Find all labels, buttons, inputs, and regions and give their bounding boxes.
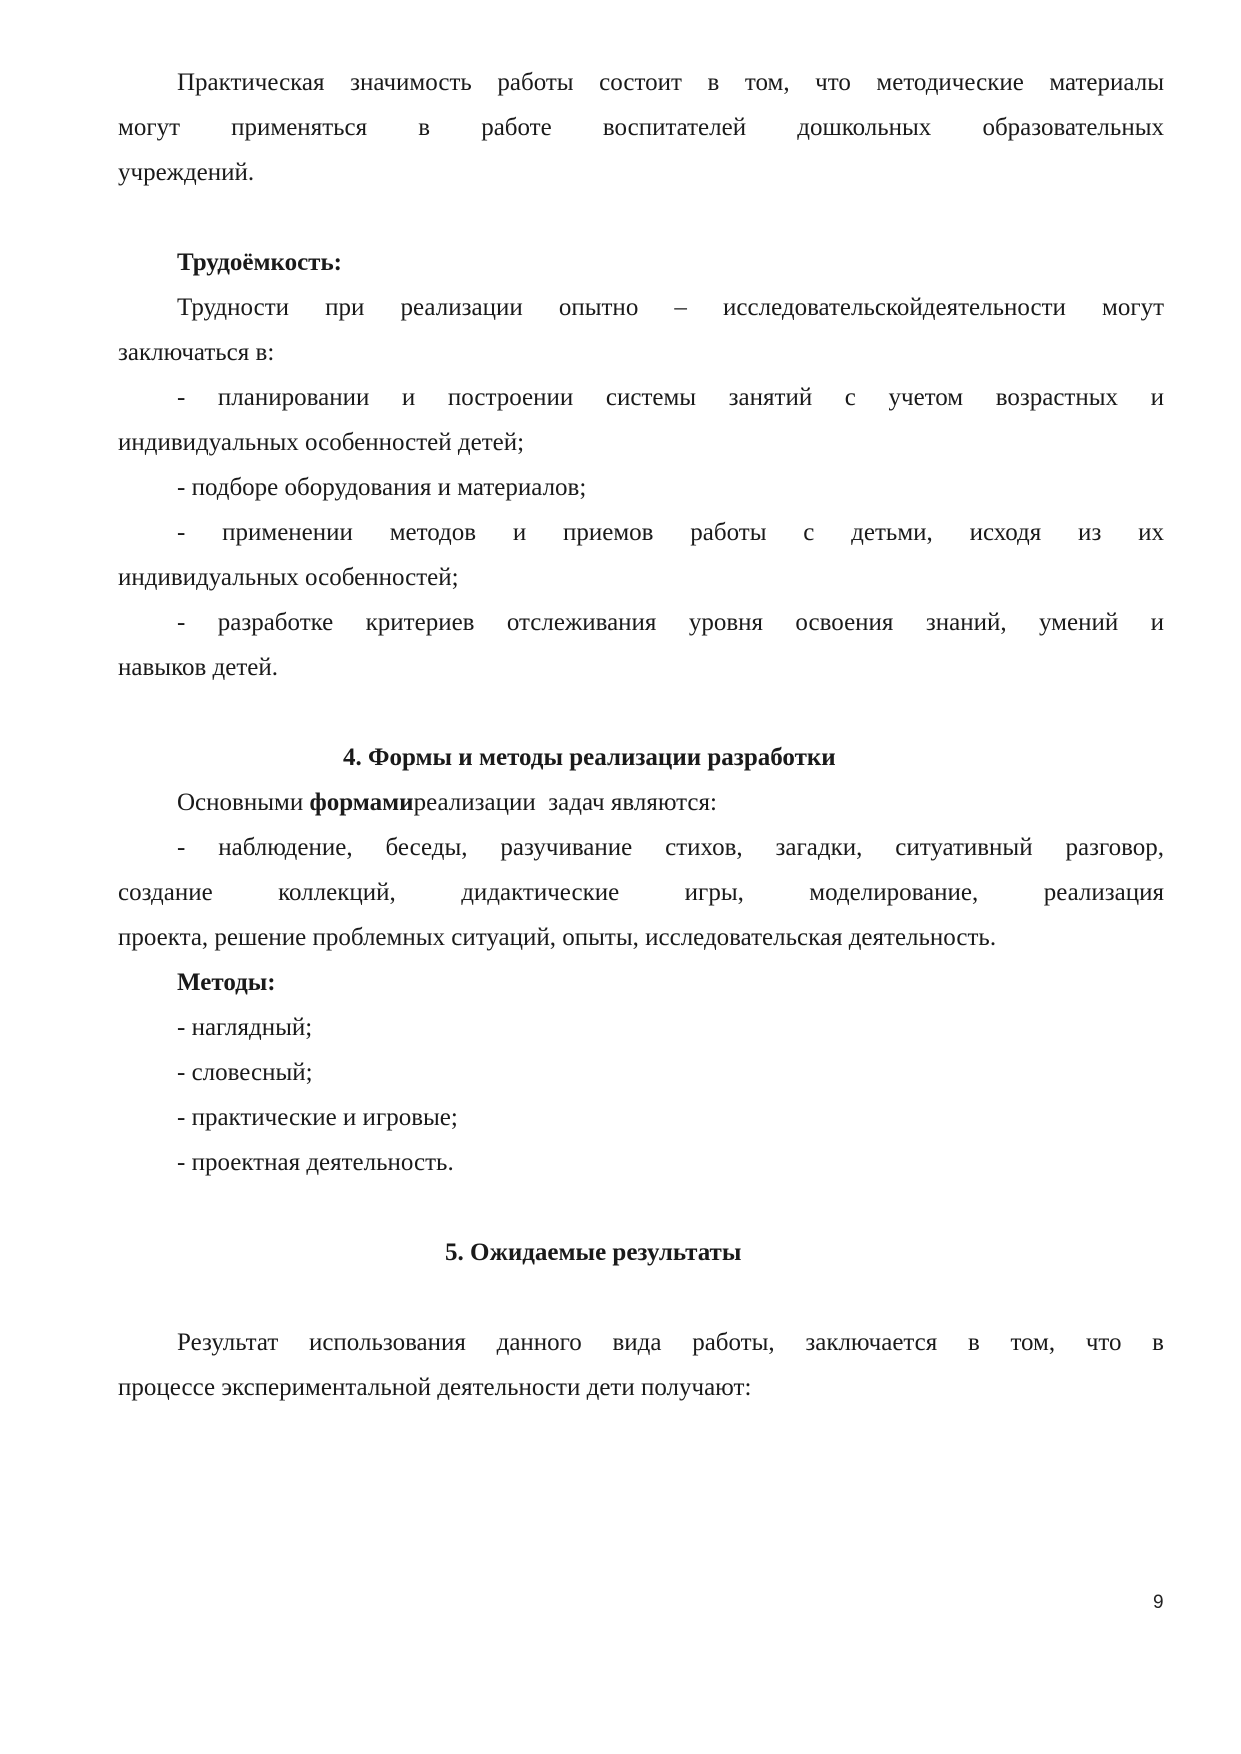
page-number: 9	[1153, 1592, 1164, 1613]
labor-item-1-line-1: - планировании и построении системы занятий с учетом возрастных и	[177, 384, 1164, 411]
results-paragraph-line-1: Результат использования данного вида работы, заключается в том, что в	[177, 1329, 1164, 1356]
section-5-title: 5. Ожидаемые результаты	[445, 1239, 742, 1266]
intro-line-3: учреждений.	[118, 159, 255, 186]
intro-line-1: Практическая значимость работы состоит в том, что методические материалы	[177, 69, 1164, 96]
methods-item: - практические и игровые;	[177, 1104, 458, 1131]
section-4-title: 4. Формы и методы реализации разработки	[343, 744, 836, 771]
forms-intro	[118, 788, 1164, 818]
forms-list-line-1: - наблюдение, беседы, разучивание стихов, загадки, ситуативный разговор,	[177, 834, 1164, 861]
results-paragraph-line-2: процессе экспериментальной деятельности дети получают:	[118, 1374, 752, 1401]
intro-line-2: могут применяться в работе воспитателей дошкольных образовательных	[118, 114, 1164, 141]
methods-heading: Методы:	[177, 969, 276, 996]
labor-heading: Трудоёмкость:	[177, 249, 342, 276]
methods-item: - наглядный;	[177, 1014, 313, 1041]
methods-item: - проектная деятельность.	[177, 1149, 454, 1176]
labor-paragraph-line-1: Трудности при реализации опытно – исследовательскойдеятельности могут	[177, 294, 1164, 321]
labor-item-3-line-2: индивидуальных особенностей;	[118, 564, 459, 591]
forms-bold-word: формами	[309, 789, 414, 816]
forms-list-line-3: проекта, решение проблемных ситуаций, опыты, исследовательская деятельность.	[118, 924, 997, 951]
forms-list-line-2: создание коллекций, дидактические игры, моделирование, реализация	[118, 879, 1164, 906]
methods-item: - словесный;	[177, 1059, 313, 1086]
labor-item-3-line-1: - применении методов и приемов работы с детьми, исходя из их	[177, 519, 1164, 546]
forms-prefix: Основными	[177, 789, 310, 816]
labor-item-4-line-2: навыков детей.	[118, 654, 278, 681]
labor-paragraph-line-2: заключаться в:	[118, 339, 275, 366]
labor-item-1-line-2: индивидуальных особенностей детей;	[118, 429, 525, 456]
labor-item-2: - подборе оборудования и материалов;	[177, 474, 587, 501]
labor-item-4-line-1: - разработке критериев отслеживания уровня освоения знаний, умений и	[177, 609, 1164, 636]
forms-suffix: реализации задач являются:	[413, 789, 717, 816]
